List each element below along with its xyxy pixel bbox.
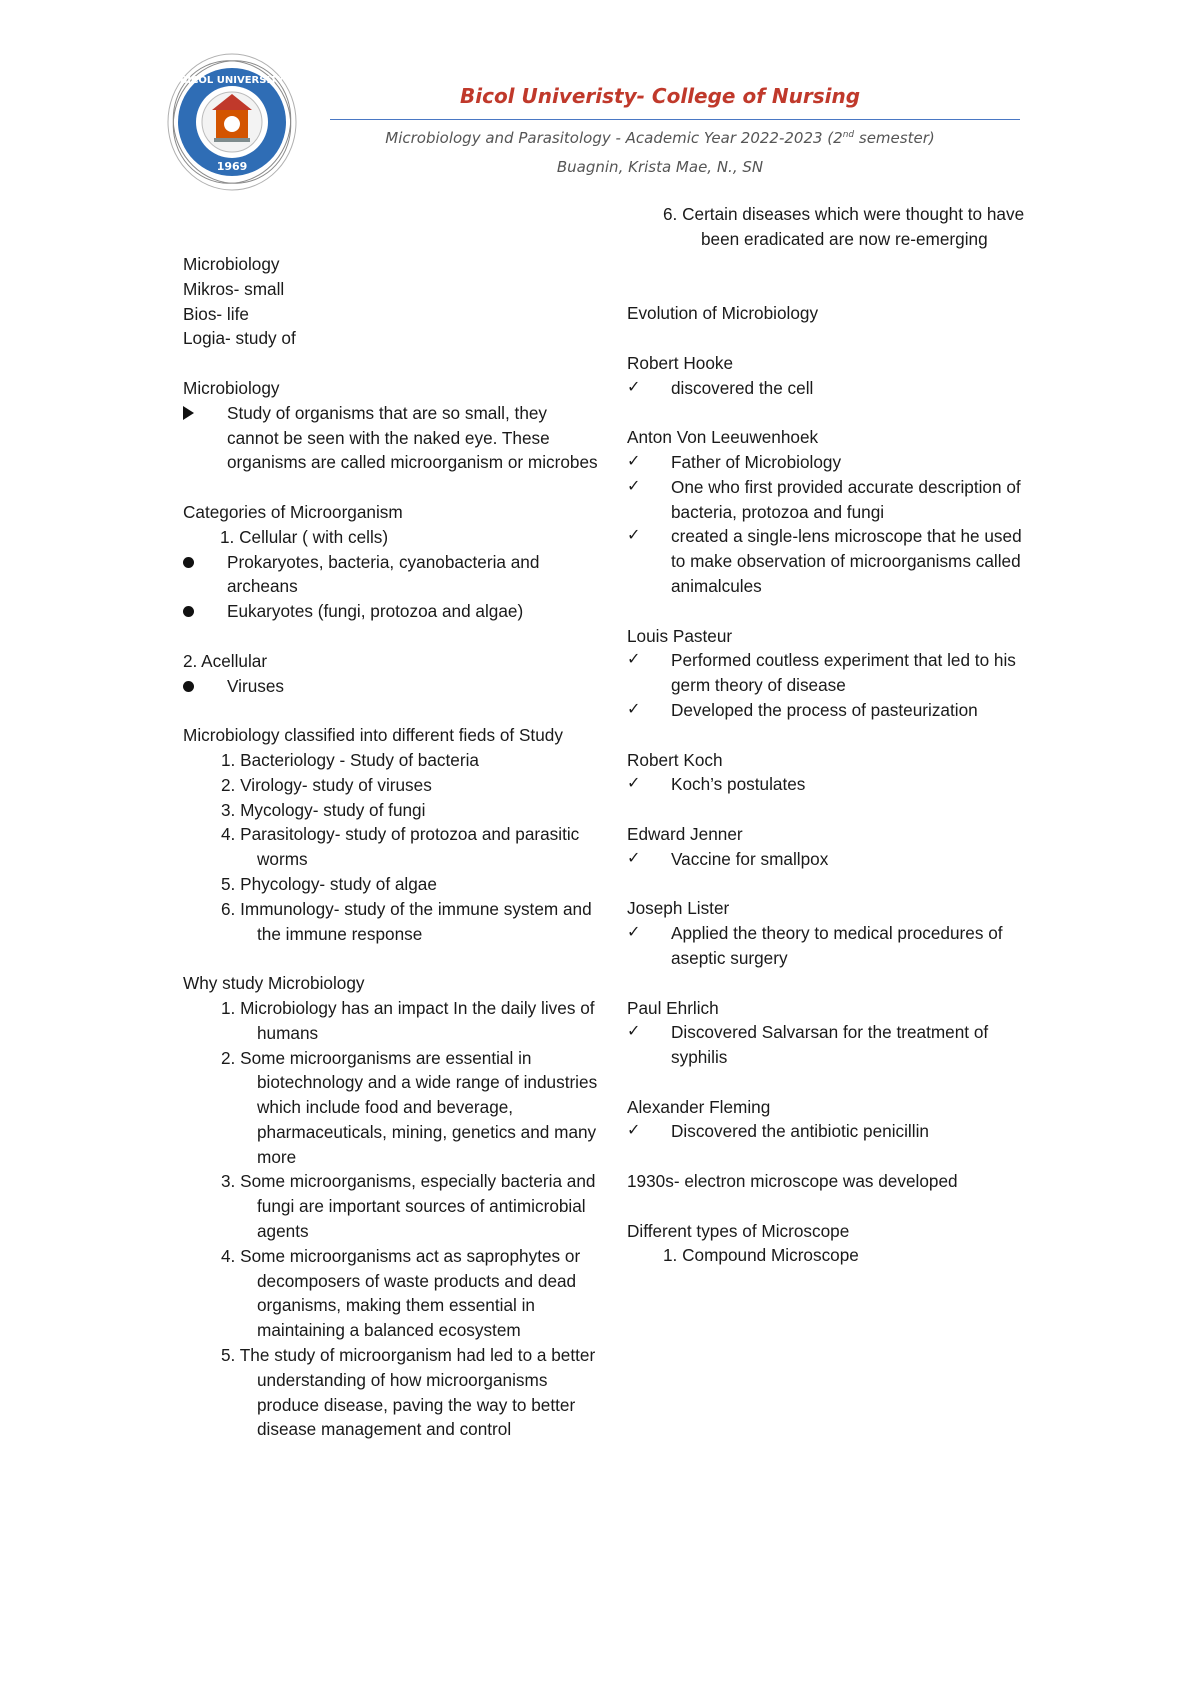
- acellular-heading: 2. Acellular: [183, 650, 268, 671]
- why-heading: Why study Microbiology: [183, 973, 365, 994]
- scientist-block: [627, 822, 1037, 872]
- scientist-name: Robert Hooke: [627, 352, 734, 373]
- scientist-name: Paul Ehrlich: [627, 997, 719, 1018]
- left-column: [183, 252, 603, 1442]
- why-item: 2. Some microorganisms are essential in biotechnology and a wide range of industries which include food and beverage, pharmaceuticals, mining, genetics and many more: [221, 1047, 598, 1167]
- seal-ring-text: BICOL UNIVERSITY: [179, 75, 285, 86]
- check-icon: ✓: [627, 924, 641, 942]
- field-item: 4. Parasitology- study of protozoa and parasitic worms: [221, 824, 580, 870]
- why-item: 4. Some microorganisms act as saprophytes or decomposers of waste products and dead organisms, making them essential in maintaining a balanced ecosystem: [221, 1245, 581, 1341]
- etymology-item: Mikros- small: [183, 278, 285, 299]
- field-item: 2. Virology- study of viruses: [221, 774, 432, 795]
- scientist-block: [627, 351, 1037, 401]
- scientist-block: [627, 425, 1037, 599]
- dot-bullet-icon: [183, 606, 194, 617]
- scientist-point: ✓ Vaccine for smallpox: [627, 847, 1037, 872]
- check-icon: ✓: [627, 1122, 641, 1140]
- fields-heading: Microbiology classified into different fieds of Study: [183, 725, 563, 746]
- scientist-name: Edward Jenner: [627, 823, 743, 844]
- field-item: 6. Immunology- study of the immune system and the immune response: [221, 898, 592, 944]
- document-title: Bicol Univeristy- College of Nursing: [459, 84, 861, 108]
- field-item: 3. Mycology- study of fungi: [221, 799, 426, 820]
- check-icon: ✓: [627, 775, 641, 793]
- etymology-list: [183, 252, 603, 351]
- scientist-name: Joseph Lister: [627, 898, 730, 919]
- check-icon: ✓: [627, 378, 641, 396]
- microscope-item: 1. Compound Microscope: [663, 1245, 859, 1266]
- field-item: 1. Bacteriology - Study of bacteria: [221, 749, 479, 770]
- author-line: Buagnin, Krista Mae, N., SN: [556, 158, 764, 176]
- check-icon: ✓: [627, 452, 641, 470]
- check-icon: ✓: [627, 700, 641, 718]
- scientist-point: ✓ Father of Microbiology: [627, 450, 1037, 475]
- header-divider: [330, 119, 1020, 120]
- scientist-block: [627, 896, 1037, 970]
- evolution-heading: Evolution of Microbiology: [627, 303, 819, 324]
- scientist-point: ✓ One who first provided accurate description of bacteria, protozoa and fungi: [627, 476, 1021, 522]
- scientist-name: Alexander Fleming: [627, 1096, 771, 1117]
- scientist-point: ✓ Koch’s postulates: [627, 772, 1037, 797]
- check-icon: ✓: [627, 1023, 641, 1041]
- etymology-item: Microbiology: [183, 254, 280, 274]
- why-item: 3. Some microorganisms, especially bacteria and fungi are important sources of antimicrobial agents: [221, 1171, 596, 1242]
- etymology-item: Logia- study of: [183, 328, 296, 349]
- scientist-block: [627, 748, 1037, 798]
- scientist-point: ✓ created a single-lens microscope that he used to make observation of microorganisms called animalcules: [627, 526, 1022, 596]
- cellular-item: Eukaryotes (fungi, protozoa and algae): [183, 599, 603, 624]
- electron-microscope-note: 1930s- electron microscope was developed: [627, 1171, 958, 1192]
- right-column: [627, 202, 1037, 1268]
- scientist-point: ✓ Developed the process of pasteurization: [627, 698, 1037, 723]
- etymology-item: Bios- life: [183, 303, 249, 324]
- scientist-point: ✓ Discovered the antibiotic penicillin: [627, 1119, 1037, 1144]
- check-icon: ✓: [627, 477, 641, 495]
- scientist-block: [627, 1095, 1037, 1145]
- field-item: 5. Phycology- study of algae: [221, 873, 437, 894]
- definition-heading: Microbiology: [183, 377, 280, 398]
- why-item: 1. Microbiology has an impact In the daily lives of humans: [221, 997, 595, 1043]
- scientist-point: ✓ Discovered Salvarsan for the treatment of syphilis: [627, 1022, 989, 1068]
- scientist-point: ✓ Applied the theory to medical procedures of aseptic surgery: [627, 923, 1003, 968]
- cellular-heading: 1. Cellular ( with cells): [220, 526, 389, 547]
- scientist-block: [627, 996, 1037, 1070]
- scientist-name: Anton Von Leeuwenhoek: [627, 427, 819, 448]
- categories-heading: Categories of Microorganism: [183, 501, 403, 522]
- scientist-name: Robert Koch: [627, 749, 723, 770]
- scientist-point: ✓ Performed coutless experiment that led to his germ theory of disease: [627, 650, 1016, 696]
- why-item: 5. The study of microorganism had led to a better understanding of how microorganisms produce disease, paving the way to better disease management and control: [221, 1345, 596, 1440]
- why-item: 6. Certain diseases which were thought to have been eradicated are now re-emerging: [663, 204, 1025, 249]
- check-icon: ✓: [627, 849, 641, 867]
- check-icon: ✓: [627, 651, 641, 669]
- scientist-point: ✓ discovered the cell: [627, 376, 1037, 401]
- university-seal: [166, 52, 298, 192]
- arrow-bullet-icon: [183, 406, 194, 420]
- acellular-item: Viruses: [183, 674, 603, 699]
- dot-bullet-icon: [183, 681, 194, 692]
- definition-item: Study of organisms that are so small, they cannot be seen with the naked eye. These organisms are called microorganism or microbes: [183, 401, 603, 475]
- scientist-name: Louis Pasteur: [627, 625, 733, 646]
- microscope-heading: Different types of Microscope: [627, 1220, 850, 1241]
- cellular-item: Prokaryotes, bacteria, cyanobacteria and archeans: [183, 550, 603, 600]
- scientist-block: [627, 624, 1037, 723]
- seal-year: 1969: [216, 160, 248, 173]
- dot-bullet-icon: [183, 557, 194, 568]
- check-icon: ✓: [627, 527, 641, 545]
- course-line: Microbiology and Parasitology - Academic Year 2022-2023 (2nd semester): [385, 129, 935, 147]
